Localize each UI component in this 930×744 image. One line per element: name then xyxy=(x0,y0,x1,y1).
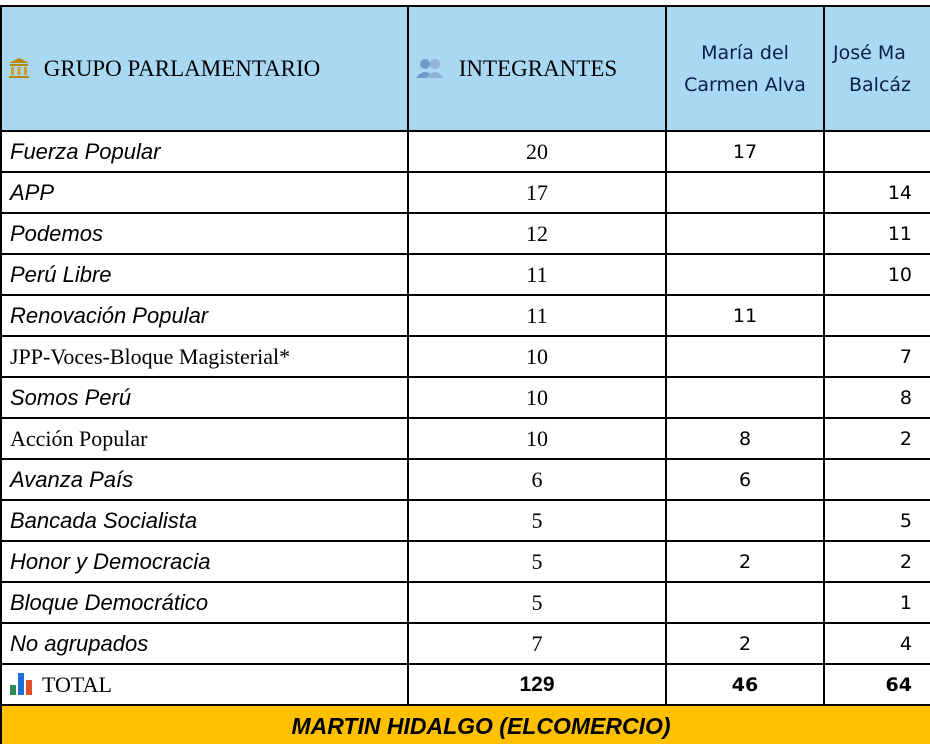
table-row xyxy=(1,254,930,295)
balcazar-votes-cell[interactable]: 14 xyxy=(824,172,930,213)
table-row xyxy=(1,582,930,623)
balcazar-votes-cell[interactable] xyxy=(824,131,930,172)
members-cell[interactable]: 7 xyxy=(408,623,666,664)
votes-table xyxy=(0,5,930,744)
total-label: TOTAL xyxy=(42,671,112,697)
party-cell[interactable]: Acción Popular xyxy=(1,418,408,459)
members-cell[interactable]: 5 xyxy=(408,582,666,623)
members-cell[interactable]: 6 xyxy=(408,459,666,500)
table-row xyxy=(1,541,930,582)
header-row xyxy=(1,6,930,131)
party-cell[interactable]: Bloque Democrático xyxy=(1,582,408,623)
header-group-cell[interactable] xyxy=(1,6,408,131)
party-cell[interactable]: Perú Libre xyxy=(1,254,408,295)
table-row xyxy=(1,500,930,541)
party-cell[interactable]: Fuerza Popular xyxy=(1,131,408,172)
alva-votes-cell[interactable] xyxy=(666,254,824,295)
alva-votes-cell[interactable]: 17 xyxy=(666,131,824,172)
members-cell[interactable]: 5 xyxy=(408,541,666,582)
building-columns-icon xyxy=(8,56,36,81)
members-cell[interactable]: 12 xyxy=(408,213,666,254)
balcazar-votes-cell[interactable] xyxy=(824,459,930,500)
total-alva-cell[interactable]: 46 xyxy=(666,664,824,705)
alva-votes-cell[interactable] xyxy=(666,213,824,254)
party-cell[interactable]: Somos Perú xyxy=(1,377,408,418)
candidate-alva-line2: Carmen Alva xyxy=(684,73,806,96)
party-cell[interactable]: No agrupados xyxy=(1,623,408,664)
members-cell[interactable]: 10 xyxy=(408,377,666,418)
table-row xyxy=(1,623,930,664)
party-cell[interactable]: Renovación Popular xyxy=(1,295,408,336)
table-row xyxy=(1,295,930,336)
alva-votes-cell[interactable] xyxy=(666,336,824,377)
party-cell[interactable]: Honor y Democracia xyxy=(1,541,408,582)
balcazar-votes-cell[interactable]: 10 xyxy=(824,254,930,295)
alva-votes-cell[interactable]: 8 xyxy=(666,418,824,459)
candidate-balcazar-line1: José Ma xyxy=(833,41,906,64)
table-row xyxy=(1,213,930,254)
members-cell[interactable]: 11 xyxy=(408,295,666,336)
table-row xyxy=(1,377,930,418)
header-members-label: INTEGRANTES xyxy=(458,55,618,81)
members-cell[interactable]: 10 xyxy=(408,336,666,377)
balcazar-votes-cell[interactable]: 7 xyxy=(824,336,930,377)
header-candidate-balcazar[interactable] xyxy=(824,6,930,131)
members-cell[interactable]: 17 xyxy=(408,172,666,213)
alva-votes-cell[interactable]: 6 xyxy=(666,459,824,500)
balcazar-votes-cell[interactable]: 2 xyxy=(824,418,930,459)
party-cell[interactable]: JPP-Voces-Bloque Magisterial* xyxy=(1,336,408,377)
balcazar-votes-cell[interactable]: 8 xyxy=(824,377,930,418)
header-members-cell[interactable] xyxy=(408,6,666,131)
balcazar-votes-cell[interactable]: 5 xyxy=(824,500,930,541)
alva-votes-cell[interactable] xyxy=(666,500,824,541)
credit-banner[interactable]: MARTIN HIDALGO (ELCOMERCIO) xyxy=(1,705,930,744)
balcazar-votes-cell[interactable]: 2 xyxy=(824,541,930,582)
table-row xyxy=(1,459,930,500)
bar-chart-icon xyxy=(10,673,34,695)
alva-votes-cell[interactable]: 11 xyxy=(666,295,824,336)
alva-votes-cell[interactable] xyxy=(666,582,824,623)
balcazar-votes-cell[interactable]: 1 xyxy=(824,582,930,623)
table-row xyxy=(1,172,930,213)
party-cell[interactable]: Bancada Socialista xyxy=(1,500,408,541)
table-row xyxy=(1,336,930,377)
total-label-cell[interactable] xyxy=(1,664,408,705)
header-candidate-alva[interactable] xyxy=(666,6,824,131)
alva-votes-cell[interactable]: 2 xyxy=(666,541,824,582)
balcazar-votes-cell[interactable]: 11 xyxy=(824,213,930,254)
total-row xyxy=(1,664,930,705)
people-icon xyxy=(415,56,451,81)
members-cell[interactable]: 10 xyxy=(408,418,666,459)
total-members-cell[interactable]: 129 xyxy=(408,664,666,705)
members-cell[interactable]: 11 xyxy=(408,254,666,295)
balcazar-votes-cell[interactable]: 4 xyxy=(824,623,930,664)
table-row xyxy=(1,131,930,172)
candidate-balcazar-line2: Balcáz xyxy=(849,73,912,96)
alva-votes-cell[interactable]: 2 xyxy=(666,623,824,664)
party-cell[interactable]: APP xyxy=(1,172,408,213)
party-cell[interactable]: Podemos xyxy=(1,213,408,254)
candidate-alva-line1: María del xyxy=(701,41,789,64)
alva-votes-cell[interactable] xyxy=(666,377,824,418)
total-balcazar-cell[interactable]: 64 xyxy=(824,664,930,705)
table-row xyxy=(1,418,930,459)
members-cell[interactable]: 20 xyxy=(408,131,666,172)
credit-banner-row xyxy=(1,705,930,744)
party-cell[interactable]: Avanza País xyxy=(1,459,408,500)
header-group-label: GRUPO PARLAMENTARIO xyxy=(43,55,321,81)
alva-votes-cell[interactable] xyxy=(666,172,824,213)
members-cell[interactable]: 5 xyxy=(408,500,666,541)
balcazar-votes-cell[interactable] xyxy=(824,295,930,336)
